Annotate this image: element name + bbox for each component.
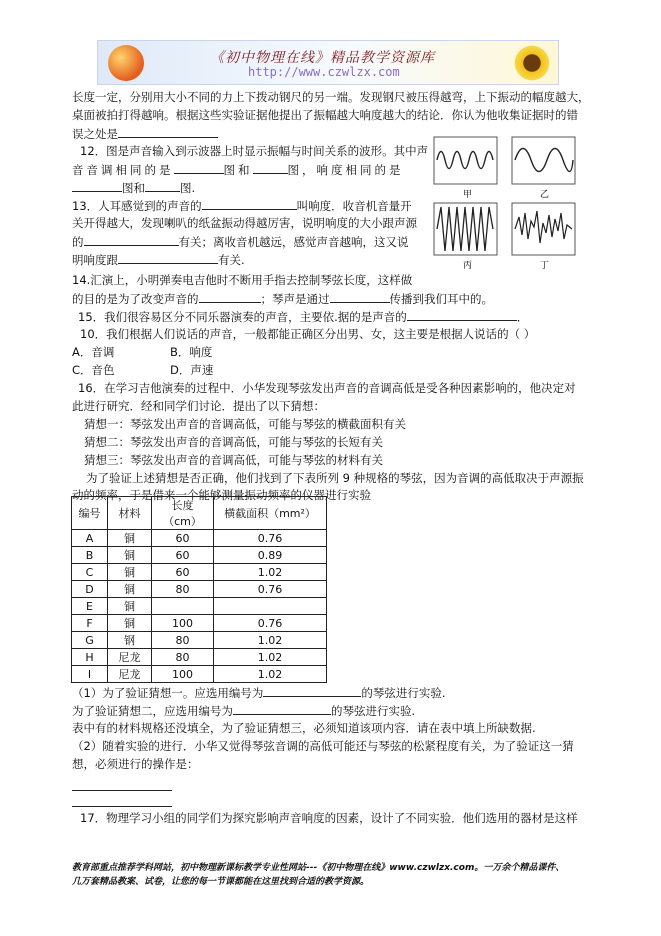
table-row (72, 666, 327, 683)
text-fragment: 的 (72, 235, 84, 249)
answer-blank[interactable] (145, 179, 180, 192)
table-cell: E (72, 598, 108, 615)
table-cell: 铜 (108, 598, 152, 615)
answer-blank[interactable] (253, 161, 288, 174)
question-16-line: 为了验证上述猜想是否正确，他们找到了下表所列 9 种规格的琴弦，因为音调的高低取决于声源振 (86, 471, 584, 485)
table-cell: 0.76 (214, 615, 327, 632)
text-fragment: 传播到我们耳中的。 (389, 292, 493, 306)
table-cell: 60 (152, 564, 214, 581)
wave-label: 乙 (540, 190, 550, 200)
text-fragment: 有关. (218, 253, 245, 267)
text-fragment: 误之处是 (72, 127, 118, 141)
wave-label: 丁 (540, 261, 550, 271)
hypothesis-1: 猜想一：琴弦发出声音的音调高低，可能与琴弦的横截面积有关 (84, 417, 406, 431)
text-fragment: 图和 (223, 163, 253, 177)
answer-blank[interactable] (84, 233, 179, 246)
question-12: 12．图是声音输入到示波器上时显示振幅与时间关系的波形。其中声 (80, 144, 429, 158)
table-cell: 60 (152, 530, 214, 547)
table-cell: 100 (152, 666, 214, 683)
question-15 (78, 308, 528, 325)
answer-blank[interactable] (330, 290, 390, 303)
question-10: 10．我们根据人们说话的声音，一般都能正确区分出男、女，这主要是根据人说话的（ ） (80, 327, 536, 341)
text-fragment: 音音调相同的是 (72, 163, 174, 177)
text-fragment: 明响度跟 (72, 253, 118, 267)
table-body (72, 497, 327, 683)
text-fragment: 图和 (122, 181, 145, 195)
question-12-line (72, 161, 404, 178)
table-cell: H (72, 649, 108, 666)
table-cell: D (72, 581, 108, 598)
answer-blank[interactable] (199, 290, 261, 303)
banner-url[interactable]: http://www.czwlzx.com (248, 65, 400, 79)
string-spec-table (71, 496, 327, 683)
hypothesis-3: 猜想三：琴弦发出声音的音调高低，可能与琴弦的材料有关 (84, 453, 383, 467)
table-cell: C (72, 564, 108, 581)
answer-blank[interactable] (407, 308, 517, 321)
waveform-yi (512, 137, 575, 184)
table-cell: 铜 (108, 615, 152, 632)
table-header: 材料 (108, 497, 152, 530)
answer-blank[interactable] (233, 702, 331, 715)
table-cell: 铜 (108, 564, 152, 581)
table-cell: 尼龙 (108, 649, 152, 666)
text-fragment: 的目的是为了改变声音的 (72, 292, 199, 306)
text-fragment: 13．人耳感觉到的声音的 (72, 199, 202, 213)
table-cell: 100 (152, 615, 214, 632)
text-fragment: ；琴声是通过 (260, 292, 330, 306)
answer-line-2 (72, 702, 415, 719)
question-16-line: 此进行研究．经和同学们讨论．提出了以下猜想： (72, 399, 325, 413)
table-row (72, 581, 327, 598)
text-line: 长度一定，分别用大小不同的力上下拨动钢尺的另一端。发现钢尺被压得越弯，上下振动的幅度越大， (72, 90, 590, 104)
answer-blank[interactable] (202, 197, 297, 210)
table-cell: 1.02 (214, 666, 327, 683)
answer-blank[interactable] (72, 179, 122, 192)
hypothesis-2: 猜想二：琴弦发出声音的音调高低，可能与琴弦的长短有关 (84, 435, 383, 449)
footer-line: 几万套精品教案、试卷，让您的每一节课都能在这里找到合适的教学资源。 (72, 877, 370, 887)
option-a[interactable]: A．音调 (72, 345, 115, 359)
question-12-line (72, 179, 195, 196)
text-line: 桌面被拍打得越响。根据这些实验证据他提出了振幅越大响度越大的结论．你认为他收集证据时的错 (72, 108, 578, 122)
answer-rule[interactable] (72, 790, 172, 791)
wave-label: 甲 (463, 190, 473, 200)
text-fragment: 叫响度．收音机音量开 (296, 199, 412, 213)
wave-label: 丙 (463, 261, 473, 271)
table-cell: 0.76 (214, 581, 327, 598)
text-fragment: 图，响度相同的是 (287, 163, 404, 177)
table-row (72, 632, 327, 649)
table-cell: 0.89 (214, 547, 327, 564)
answer-blank[interactable] (118, 125, 218, 138)
table-row (72, 547, 327, 564)
answer-line-3: 表中有的材料规格还没填全，为了验证猜想三，必须知道该项内容．请在表中填上所缺数据. (72, 721, 536, 735)
answer-line-4: （2）随着实验的进行．小华又觉得琴弦音调的高低可能还与琴弦的松紧程度有关，为了验证这一猜 (72, 739, 574, 753)
sunflower-image (512, 43, 552, 83)
table-cell: 1.02 (214, 564, 327, 581)
text-fragment: 有关；离收音机越远，感觉声音越响，这又说 (178, 235, 409, 249)
answer-blank[interactable] (263, 684, 361, 697)
answer-line-5: 想，必须进行的操作是： (72, 757, 199, 771)
text-fragment: ． (516, 310, 529, 324)
table-cell: F (72, 615, 108, 632)
table-cell-empty[interactable] (214, 598, 327, 615)
question-14: 14.汇演上，小明弹奏电吉他时不断用手指去控制琴弦长度，这样做 (72, 273, 413, 287)
table-cell: G (72, 632, 108, 649)
answer-rule[interactable] (72, 806, 172, 807)
table-header: 编号 (72, 497, 108, 530)
site-logo (108, 45, 144, 81)
text-fragment: 为了验证猜想二，应选用编号为 (72, 704, 233, 718)
waveform-figure (432, 135, 580, 273)
answer-line-1 (72, 684, 445, 701)
table-cell: 80 (152, 581, 214, 598)
table-cell: 0.76 (214, 530, 327, 547)
table-cell: 钢 (108, 632, 152, 649)
table-row (72, 598, 327, 615)
table-cell: 1.02 (214, 649, 327, 666)
text-fragment: 的琴弦进行实验. (331, 704, 416, 718)
table-header-row (72, 497, 327, 530)
table-row (72, 530, 327, 547)
text-fragment: （1）为了验证猜想一。应选用编号为 (72, 686, 264, 700)
table-cell: 铜 (108, 547, 152, 564)
text-fragment: 的琴弦进行实验. (361, 686, 446, 700)
table-cell: 80 (152, 649, 214, 666)
question-13-line (72, 251, 245, 268)
table-cell: 80 (152, 632, 214, 649)
question-13-line: 关开得越大，发现喇叭的纸盆振动得越厉害，说明响度的大小跟声源 (72, 216, 417, 230)
question-16: 16．在学习吉他演奏的过程中．小华发现琴弦发出声音的音调高低是受各种因素影响的，他决定对 (78, 381, 576, 395)
question-13-line (72, 233, 409, 250)
answer-blank[interactable] (174, 161, 224, 174)
table-cell: I (72, 666, 108, 683)
table-cell-empty[interactable] (152, 598, 214, 615)
table-header: 长度（cm） (152, 497, 214, 530)
table-cell: 60 (152, 547, 214, 564)
banner-title: 《初中物理在线》精品教学资源库 (210, 50, 435, 66)
table-cell: 1.02 (214, 632, 327, 649)
option-c[interactable]: C．音色 (72, 363, 115, 377)
table-row (72, 615, 327, 632)
table-cell: 尼龙 (108, 666, 152, 683)
waveform-jia (434, 137, 497, 184)
text-fragment: 图. (180, 181, 196, 195)
answer-blank[interactable] (118, 251, 218, 264)
table-header: 横截面积（mm²） (214, 497, 327, 530)
table-row (72, 564, 327, 581)
question-14-line (72, 290, 493, 307)
option-b[interactable]: B．响度 (170, 345, 213, 359)
table-cell: B (72, 547, 108, 564)
table-cell: 铜 (108, 530, 152, 547)
option-d[interactable]: D．声速 (170, 363, 214, 377)
question-16-line: 动的频率，于是借来一个能够测量振动频率的仪器进行实验 (72, 488, 371, 502)
table-cell: A (72, 530, 108, 547)
table-row (72, 649, 327, 666)
text-line (72, 125, 218, 142)
question-13 (72, 197, 412, 214)
footer-line: 教育部重点推荐学科网站，初中物理新课标教学专业性网站---《初中物理在线》www.czwlzx.com。一万余个精品课件、 (72, 863, 565, 873)
header-banner (97, 40, 559, 85)
text-fragment: 15．我们很容易区分不同乐器演奏的声音，主要依.据的是声音的 (78, 310, 407, 324)
table-cell: 铜 (108, 581, 152, 598)
question-17: 17．物理学习小组的同学们为探究影响声音响度的因素，设计了不同实验．他们选用的器材是这样 (80, 811, 578, 825)
